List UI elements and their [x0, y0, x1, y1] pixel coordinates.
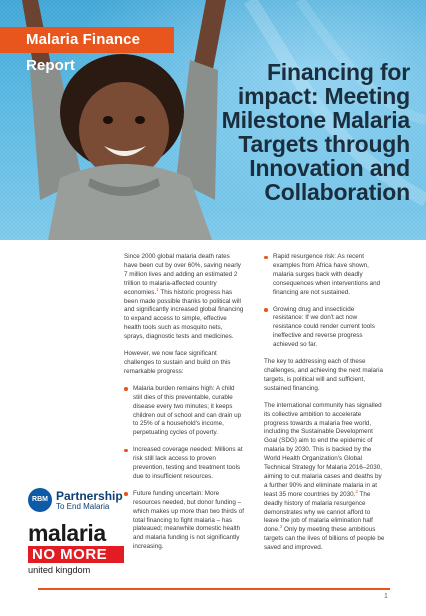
- footnote-ref-2[interactable]: 2: [355, 488, 358, 494]
- footnote-ref-3[interactable]: 3: [279, 524, 283, 530]
- list-item: Growing drug and insecticide resistance: If we don't act now resistance could render current tools ineffective and reverse progress achieved so far.: [264, 306, 386, 351]
- challenges-intro: However, we now face significant challenges to sustain and build on this remarkable progress:: [124, 350, 231, 375]
- international-paragraph: [264, 402, 386, 553]
- intl-text-a: The international community has signalled its collective ambition to accelerate progress towards a malaria free world, including the Sustainable Development Goal (SDG) aim to end the epidemic of malaria by 2030. This is backed by the World Health Organization's Global Technical Strategy for Malaria 2016–2030, aiming to cut malaria cases and deaths by a further 90% and eliminate malaria in at least 35 more countries by 2030.: [264, 401, 382, 498]
- page-number: 1: [384, 593, 388, 600]
- rbm-mark-icon: RBM: [28, 488, 52, 512]
- title-line: impact: Meeting: [237, 83, 410, 109]
- challenge-list: [124, 385, 244, 552]
- challenge-list-continued: [264, 253, 386, 350]
- body-column-right: [264, 253, 386, 561]
- list-item: Rapid resurgence risk: As recent examples from Africa have shown, malaria surges back with deadly consequences when interventions and financing are not sustained.: [264, 253, 386, 298]
- intro-text: Since 2000 global malaria death rates have been cut by over 60%, saving nearly 7 million lives and adding an estimated 2 trillion to malaria-affected country economies.: [124, 253, 241, 296]
- intro-paragraph: [124, 253, 244, 342]
- footnote-ref-1[interactable]: 1: [156, 286, 159, 292]
- title-line: Collaboration: [264, 179, 410, 205]
- list-item: Future funding uncertain: More resources needed, but donor funding – which makes up more than two thirds of total financing to fight malaria – has plateaued; meanwhile domestic health and malaria funding is not significantly increasing.: [124, 490, 244, 552]
- title-line: Financing for: [266, 59, 410, 85]
- rbm-partnership-logo: [28, 488, 123, 512]
- intro-text-rest: This historic progress has been made possible thanks to political will and significantly increased global financing to expand access to simple, effective health tools such as mosquito nets, sprays, diagnostic tests and medicines.: [124, 288, 244, 341]
- rbm-logo-tagline: To End Malaria: [56, 502, 110, 511]
- intl-text-c: Only by meeting these ambitious targets can the lives of billions of people be saved and improved.: [264, 526, 385, 552]
- list-item: Malaria burden remains high: A child still dies of this preventable, curable disease every two minutes; it keeps children out of school and can drain up to 25% of a household's income, perpetuating cycles of poverty.: [124, 385, 244, 438]
- key-paragraph: The key to addressing each of these challenges, and achieving the next malaria targets, is political will and sufficient, sustained financing.: [264, 358, 384, 392]
- list-item: Increased coverage needed: Millions at risk still lack access to proven prevention, testing and treatment tools due to insufficient resources.: [124, 446, 244, 482]
- mnm-logo-bar: NO MORE: [28, 546, 124, 563]
- body-column-left: [124, 253, 244, 560]
- mnm-logo-word: malaria: [28, 520, 106, 546]
- title-line: Milestone Malaria: [221, 107, 410, 133]
- malaria-no-more-uk-logo: [28, 522, 124, 575]
- rbm-logo-name: Partnership: [56, 489, 123, 503]
- hero-photo: [0, 0, 426, 240]
- title-line: Innovation and: [249, 155, 410, 181]
- mnm-logo-country: united kingdom: [28, 565, 91, 575]
- page-title: [200, 60, 410, 204]
- intl-text-b: The deadly history of malaria resurgence demonstrates why we cannot afford to leave the job of malaria elimination half done.: [264, 490, 373, 534]
- title-line: Targets through: [238, 131, 410, 157]
- footer-divider: [38, 588, 390, 590]
- report-category-tag: Malaria Finance Report: [0, 27, 174, 53]
